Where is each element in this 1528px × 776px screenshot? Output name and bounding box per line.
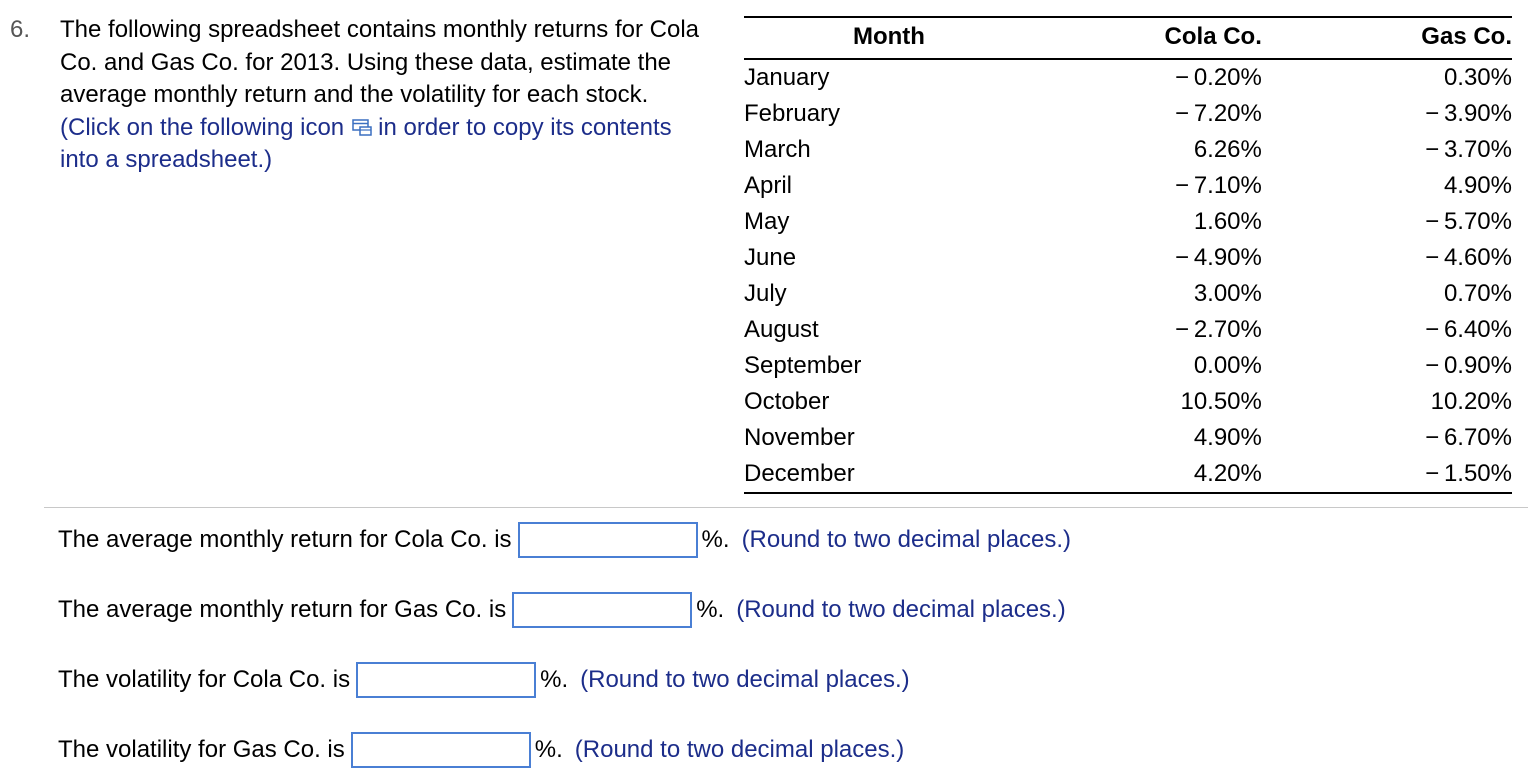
table-row xyxy=(744,59,1512,96)
month-cell: December xyxy=(744,456,1034,493)
month-cell: January xyxy=(744,64,830,91)
header-month: Month xyxy=(744,17,1034,59)
cola-volatility-input[interactable] xyxy=(356,662,536,698)
table-row xyxy=(744,96,1512,132)
month-cell: October xyxy=(744,388,830,415)
month-cell: November xyxy=(744,424,855,451)
cola-cell: 4.90% xyxy=(1193,424,1262,451)
cola-cell: − 4.90% xyxy=(1175,244,1262,271)
cola-cell: − 7.20% xyxy=(1175,100,1262,127)
gas-cell: − 1.50% xyxy=(1262,456,1512,493)
answer-label: The volatility for Cola Co. is xyxy=(58,666,351,693)
cola-cell: 3.00% xyxy=(1193,280,1262,307)
copy-spreadsheet-icon[interactable] xyxy=(352,115,374,135)
gas-cell: 0.70% xyxy=(1443,280,1512,307)
answer-row-gas-volatility xyxy=(58,732,904,768)
cola-cell: − 2.70% xyxy=(1175,316,1262,343)
copy-instruction-end: in order to copy its contents into a spreadsheet.) xyxy=(60,113,672,173)
month-cell: February xyxy=(744,100,841,127)
table-row xyxy=(744,204,1512,240)
gas-cell: − 6.40% xyxy=(1425,316,1512,343)
gas-volatility-input[interactable] xyxy=(351,732,531,768)
rounding-hint: (Round to two decimal places.) xyxy=(574,736,905,763)
header-cola: Cola Co. xyxy=(1034,17,1262,59)
table-row xyxy=(744,168,1512,204)
cola-cell: 1.60% xyxy=(1193,208,1262,235)
rounding-hint: (Round to two decimal places.) xyxy=(741,526,1072,553)
table-row xyxy=(744,384,1512,420)
month-cell: July xyxy=(744,280,787,307)
answer-row-cola-volatility xyxy=(58,662,910,698)
question-prompt xyxy=(60,14,700,177)
month-cell: June xyxy=(744,244,797,271)
gas-cell: − 0.90% xyxy=(1425,352,1512,379)
table-row xyxy=(744,240,1512,276)
copy-instruction-start: (Click on the following icon xyxy=(60,113,345,141)
gas-cell: − 3.90% xyxy=(1425,100,1512,127)
table-row xyxy=(744,132,1512,168)
header-gas: Gas Co. xyxy=(1262,17,1512,59)
cola-cell: 0.00% xyxy=(1193,352,1262,379)
table-header-row xyxy=(744,17,1512,59)
gas-cell: 4.90% xyxy=(1443,172,1512,199)
gas-cell: − 3.70% xyxy=(1425,136,1512,163)
table-row xyxy=(744,276,1512,312)
answer-label: The volatility for Gas Co. is xyxy=(58,736,345,763)
table-row xyxy=(744,348,1512,384)
answer-label: The average monthly return for Cola Co. is xyxy=(58,526,512,553)
gas-average-input[interactable] xyxy=(512,592,692,628)
cola-cell: − 7.10% xyxy=(1175,172,1262,199)
gas-cell: − 6.70% xyxy=(1425,424,1512,451)
section-divider xyxy=(44,507,1528,508)
gas-cell: − 4.60% xyxy=(1425,244,1512,271)
month-cell: March xyxy=(744,136,811,163)
question-number: 6. xyxy=(10,16,31,43)
cola-average-input[interactable] xyxy=(518,522,698,558)
cola-cell: 10.50% xyxy=(1180,388,1262,415)
rounding-hint: (Round to two decimal places.) xyxy=(736,596,1066,623)
month-cell: September xyxy=(744,352,862,379)
rounding-hint: (Round to two decimal places.) xyxy=(580,666,910,693)
question-text: The following spreadsheet contains monthly returns for Cola Co. and Gas Co. for 2013. Using these data, estimate the average monthly return and the volatility for each stock. xyxy=(60,16,699,108)
percent-unit: %. xyxy=(701,526,730,553)
answer-row-cola-average xyxy=(58,522,1071,558)
returns-table xyxy=(744,16,1512,494)
gas-cell: 10.20% xyxy=(1430,388,1512,415)
gas-cell: 0.30% xyxy=(1443,64,1512,91)
table-row xyxy=(744,456,1512,493)
answer-row-gas-average xyxy=(58,592,1066,628)
cola-cell: − 0.20% xyxy=(1175,64,1262,91)
cola-cell: 6.26% xyxy=(1193,136,1262,163)
month-cell: May xyxy=(744,208,790,235)
percent-unit: %. xyxy=(540,666,569,693)
table-row xyxy=(744,420,1512,456)
percent-unit: %. xyxy=(534,736,563,763)
month-cell: August xyxy=(744,316,819,343)
percent-unit: %. xyxy=(696,596,725,623)
table-row xyxy=(744,312,1512,348)
answer-label: The average monthly return for Gas Co. is xyxy=(58,596,507,623)
gas-cell: − 5.70% xyxy=(1425,208,1512,235)
cola-cell: 4.20% xyxy=(1034,456,1262,493)
month-cell: April xyxy=(744,172,793,199)
